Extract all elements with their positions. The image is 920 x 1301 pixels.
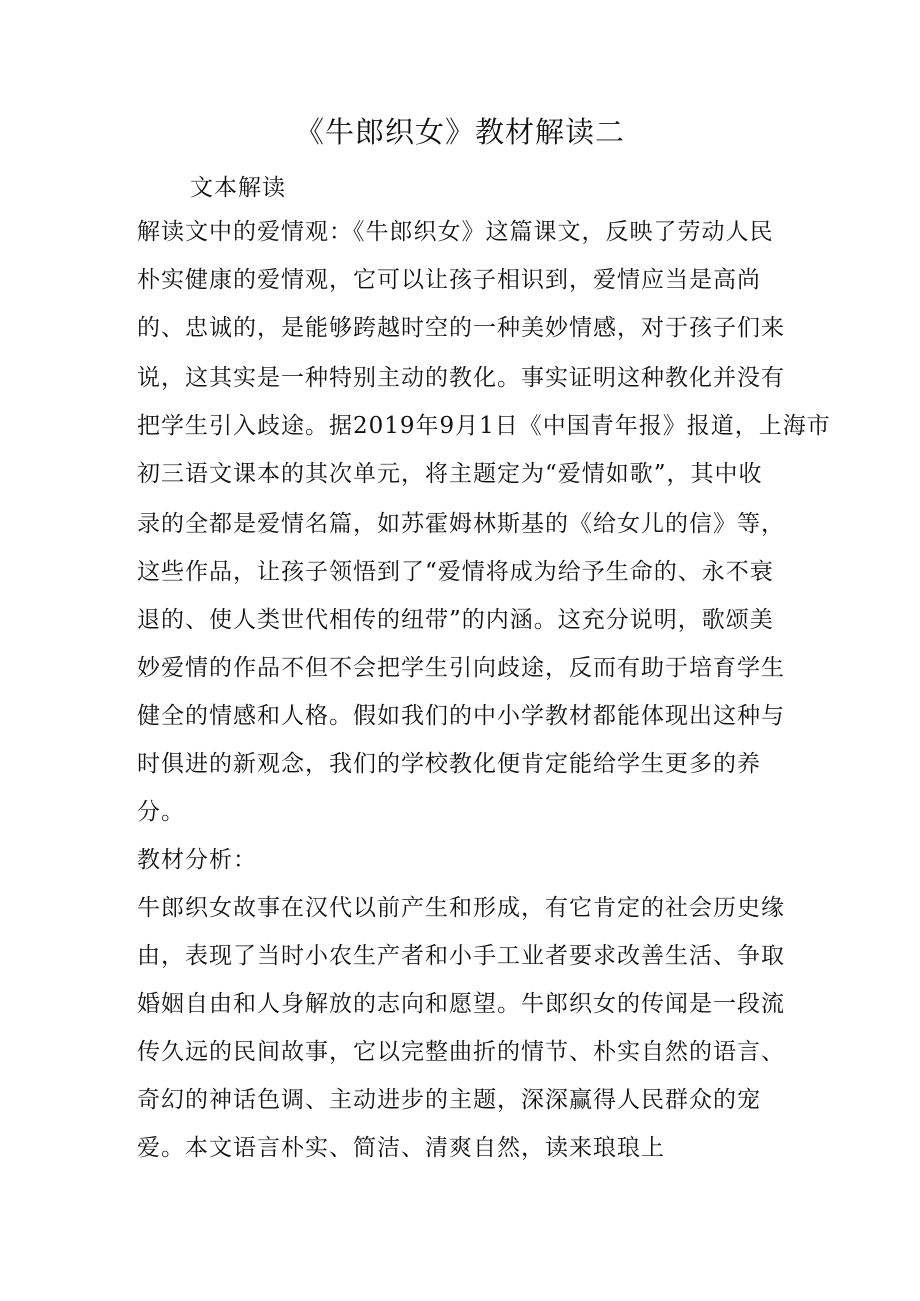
text-line: 录的全都是爱情名篇，如苏霍姆林斯基的《给女儿的信》等， [137, 511, 785, 537]
text-line: 的、忠诚的，是能够跨越时空的一种美妙情感，对于孩子们来 [137, 315, 785, 341]
text-line: 说，这其实是一种特别主动的教化。事实证明这种教化并没有 [137, 365, 785, 391]
text-line: 由，表现了当时小农生产者和小手工业者要求改善生活、争取 [137, 943, 785, 969]
text-line: 初三语文课本的其次单元，将主题定为“爱情如歌”，其中收 [137, 461, 763, 487]
text-line: 解读文中的爱情观：《牛郎织女》这篇课文，反映了劳动人民 [137, 219, 774, 245]
text-line: 这些作品，让孩子领悟到了“爱情将成为给予生命的、永不衰 [137, 559, 774, 585]
document-title: 《牛郎织女》教材解读二 [294, 115, 625, 149]
text-line: 把学生引入歧途。据2019年9月1日《中国青年报》报道，上海市 [137, 413, 831, 439]
text-line: 奇幻的神话色调、主动进步的主题，深深赢得人民群众的宠 [137, 1087, 761, 1113]
text-line: 退的、使人类世代相传的纽带”的内涵。这充分说明，歌颂美 [137, 607, 774, 633]
analysis-heading: 教材分析： [137, 847, 257, 873]
text-line: 时俱进的新观念，我们的学校教化便肯定能给学生更多的养 [137, 751, 761, 777]
text-line: 朴实健康的爱情观，它可以让孩子相识到，爱情应当是高尚 [137, 267, 761, 293]
section-heading: 文本解读 [190, 175, 286, 201]
text-line: 分。 [137, 799, 185, 825]
text-line: 妙爱情的作品不但不会把学生引向歧途，反而有助于培育学生 [137, 655, 785, 681]
text-line: 传久远的民间故事，它以完整曲折的情节、朴实自然的语言、 [137, 1039, 785, 1065]
text-line: 健全的情感和人格。假如我们的中小学教材都能体现出这种与 [137, 703, 785, 729]
text-line: 婚姻自由和人身解放的志向和愿望。牛郎织女的传闻是一段流 [137, 991, 785, 1017]
text-line: 爱。本文语言朴实、简洁、清爽自然，读来琅琅上 [137, 1135, 665, 1161]
text-line: 牛郎织女故事在汉代以前产生和形成，有它肯定的社会历史缘 [137, 895, 785, 921]
